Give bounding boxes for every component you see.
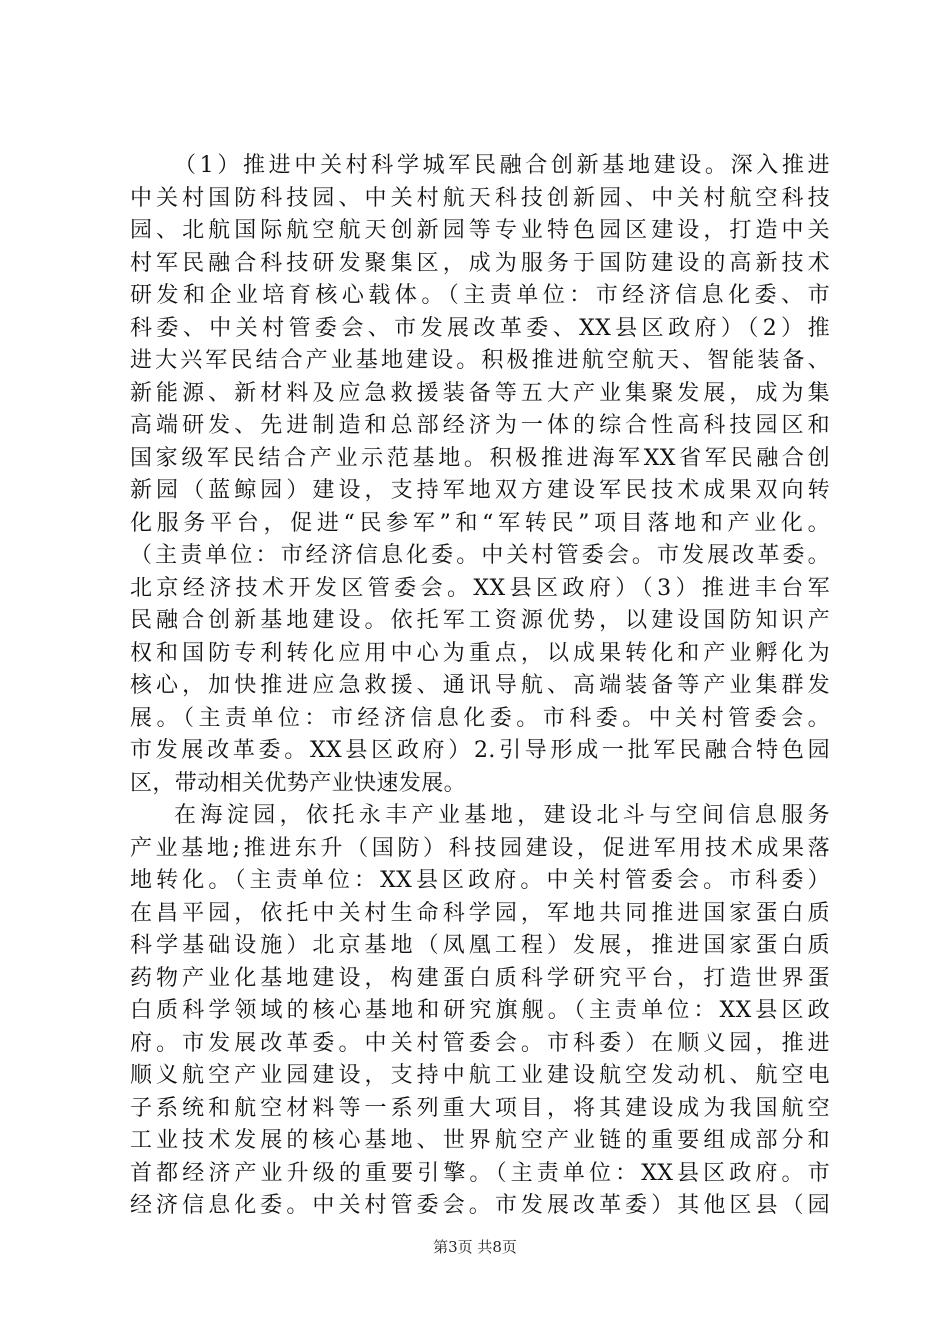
- text-line: 科学基础设施）北京基地（凤凰工程）发展，推进国家蛋白质: [130, 933, 830, 958]
- text-line: 园、北航国际航空航天创新园等专业特色园区建设，打造中关: [130, 218, 830, 243]
- text-line: 顺义航空产业园建设，支持中航工业建设航空发动机、航空电: [130, 1063, 830, 1088]
- text-line: 产业基地;推进东升（国防）科技园建设，促进军用技术成果落: [130, 835, 830, 861]
- text-line: 研发和企业培育核心载体。（主责单位：市经济信息化委、市: [130, 283, 830, 308]
- text-line: 进大兴军民结合产业基地建设。积极推进航空航天、智能装备、: [130, 348, 830, 373]
- text-line: 在昌平园，依托中关村生命科学园，军地共同推进国家蛋白质: [130, 900, 830, 926]
- text-line: （1）推进中关村科学城军民融合创新基地建设。深入推进: [174, 153, 830, 178]
- document-body: [130, 150, 830, 1223]
- text-line: 中关村国防科技园、中关村航天科技创新园、中关村航空科技: [130, 185, 830, 211]
- text-line: 市发展改革委。XX县区政府）2.引导形成一批军民融合特色园: [130, 738, 830, 763]
- text-line: 首都经济产业升级的重要引擎。（主责单位：XX县区政府。市: [130, 1160, 830, 1186]
- text-line: 核心，加快推进应急救援、通讯导航、高端装备等产业集群发: [130, 673, 830, 698]
- text-line: 化服务平台，促进“民参军”和“军转民”项目落地和产业化。: [130, 510, 830, 536]
- page-number-footer: 第3页 共8页: [433, 1238, 517, 1256]
- text-line: 科委、中关村管委会、市发展改革委、XX县区政府）（2）推: [130, 315, 830, 341]
- text-line: 民融合创新基地建设。依托军工资源优势，以建设国防知识产: [130, 608, 830, 633]
- text-line: 权和国防专利转化应用中心为重点，以成果转化和产业孵化为: [130, 640, 830, 666]
- text-line: 高端研发、先进制造和总部经济为一体的综合性高科技园区和: [130, 413, 830, 438]
- text-line: 北京经济技术开发区管委会。XX县区政府）（3）推进丰台军: [130, 575, 830, 601]
- text-line: 经济信息化委。中关村管委会。市发展改革委）其他区县（园: [130, 1193, 830, 1218]
- paragraph-1: [130, 150, 830, 800]
- text-line: 白质科学领域的核心基地和研究旗舰。（主责单位：XX县区政: [130, 998, 830, 1023]
- text-line: 工业技术发展的核心基地、世界航空产业链的重要组成部分和: [130, 1128, 830, 1153]
- paragraph-2: [130, 800, 830, 1223]
- text-line: 子系统和航空材料等一系列重大项目，将其建设成为我国航空: [130, 1095, 830, 1121]
- text-line: 展。（主责单位：市经济信息化委。市科委。中关村管委会。: [130, 705, 830, 731]
- text-line: 村军民融合科技研发聚集区，成为服务于国防建设的高新技术: [130, 250, 830, 276]
- text-line: 药物产业化基地建设，构建蛋白质科学研究平台，打造世界蛋: [130, 965, 830, 991]
- text-line: 地转化。（主责单位：XX县区政府。中关村管委会。市科委）: [130, 868, 830, 893]
- text-line: 区，带动相关优势产业快速发展。: [130, 770, 467, 796]
- text-line: 在海淀园，依托永丰产业基地，建设北斗与空间信息服务: [174, 803, 830, 828]
- text-line: 新能源、新材料及应急救援装备等五大产业集聚发展，成为集: [130, 380, 830, 406]
- text-line: 府。市发展改革委。中关村管委会。市科委）在顺义园，推进: [130, 1030, 830, 1056]
- text-line: （主责单位：市经济信息化委。中关村管委会。市发展改革委。: [130, 543, 830, 568]
- text-line: 新园（蓝鲸园）建设，支持军地双方建设军民技术成果双向转: [130, 478, 830, 503]
- text-line: 国家级军民结合产业示范基地。积极推进海军XX省军民融合创: [130, 445, 830, 471]
